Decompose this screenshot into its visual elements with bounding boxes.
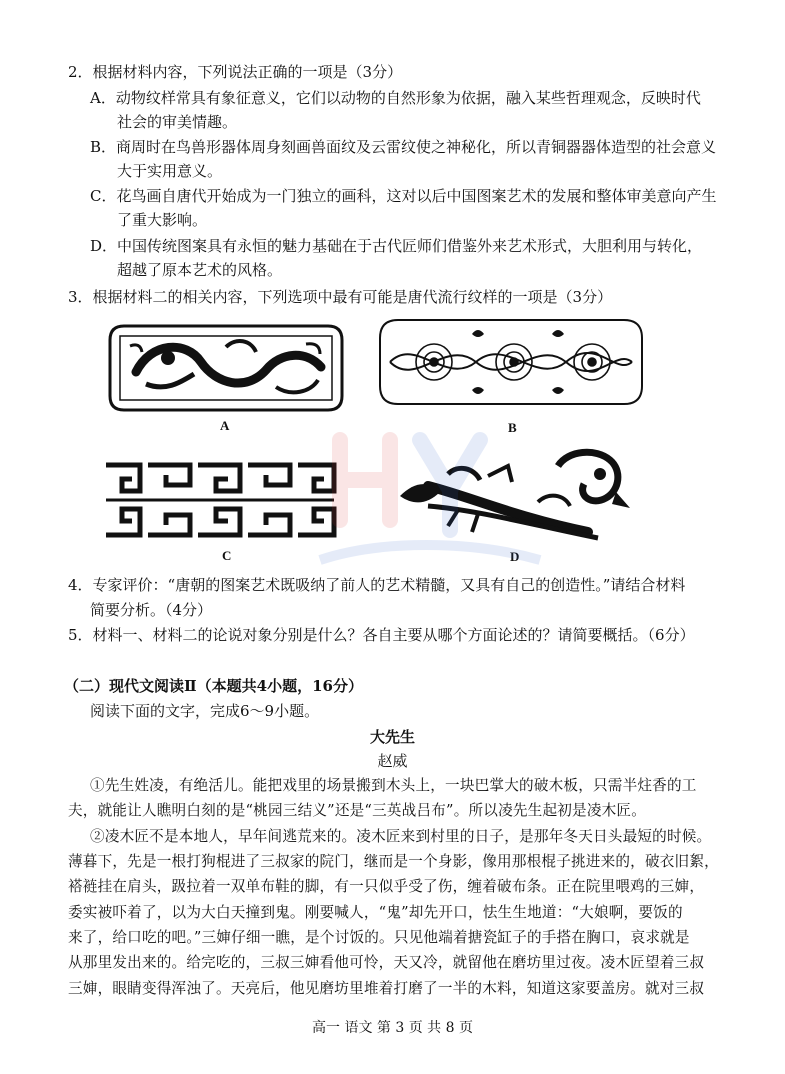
- paragraph-2-line3: 褡裢挂在肩头，趿拉着一双单布鞋的脚，有一只似乎受了伤，缠着破布条。正在院里喂鸡的三婶，: [68, 878, 705, 895]
- pattern-image-b: [376, 316, 646, 412]
- q5-line1: 5．材料一、材料二的论说对象分别是什么？各自主要从哪个方面论述的？请简要概括。（6分）: [68, 626, 695, 644]
- page-footer: 高一 语文 第 3 页 共 8 页: [312, 1020, 473, 1036]
- pattern-image-d: [388, 446, 632, 550]
- paragraph-2-line2: 薄暮下，先是一根打狗棍进了三叔家的院门，继而是一个身影，像用那根棍子挑进来的，破衣旧絮，: [68, 853, 719, 870]
- q2-option-d-line2: 超越了原本艺术的风格。: [117, 261, 283, 279]
- paragraph-2-line1: ②凌木匠不是本地人，早年间逃荒来的。凌木匠来到村里的日子，是那年冬天日头最短的时候。: [90, 828, 712, 845]
- article-author: 赵威: [377, 752, 408, 770]
- q2-option-c-line1: C．花鸟画自唐代开始成为一门独立的画科，这对以后中国图案艺术的发展和整体审美意向产生: [90, 187, 717, 205]
- pattern-label-c: C: [222, 548, 232, 563]
- q4-line1: 4．专家评价：“唐朝的图案艺术既吸纳了前人的艺术精髓，又具有自己的创造性。”请结合材料: [68, 576, 686, 594]
- q2-option-c-line2: 了重大影响。: [117, 211, 208, 229]
- section-heading: （二）现代文阅读Ⅱ（本题共4小题，16分）: [64, 677, 363, 695]
- q2-option-b-line2: 大于实用意义。: [117, 162, 223, 180]
- pattern-label-b: B: [508, 420, 517, 435]
- paragraph-2-line6: 从那里发出来的。给完吃的，三叔三婶看他可怜，天又冷，就留他在磨坊里过夜。凌木匠望着三叔: [68, 954, 705, 971]
- pattern-image-a: [106, 322, 346, 418]
- paragraph-1-line2: 夫，就能让人瞧明白刻的是“桃园三结义”还是“三英战吕布”。所以凌先生起初是凌木匠。: [68, 802, 647, 819]
- q2-option-a-line2: 社会的审美情趣。: [117, 113, 238, 131]
- article-title: 大先生: [369, 728, 415, 746]
- pattern-image-c: [100, 455, 340, 549]
- pattern-label-d: D: [510, 549, 520, 564]
- paragraph-2-line4: 委实被吓着了，以为大白天撞到鬼。刚要喊人，“鬼”却先开口，怯生生地道：“大娘啊，要饭的: [68, 904, 683, 921]
- q2-option-a-line1: A．动物纹样常具有象征意义，它们以动物的自然形象为依据，融入某些哲理观念，反映时代: [90, 89, 701, 107]
- q3-stem: 3．根据材料二的相关内容，下列选项中最有可能是唐代流行纹样的一项是（3分）: [68, 288, 613, 306]
- q2-stem: 2．根据材料内容，下列说法正确的一项是（3分）: [68, 63, 403, 81]
- paragraph-2-line7: 三婶，眼睛变得浑浊了。天亮后，他见磨坊里堆着打磨了一半的木料，知道这家要盖房。就对三叔: [68, 980, 705, 997]
- q4-line2: 简要分析。（4分）: [90, 601, 213, 619]
- pattern-label-a: A: [220, 418, 230, 433]
- paragraph-1-line1: ①先生姓凌，有绝活儿。能把戏里的场景搬到木头上，一块巴掌大的破木板，只需半炷香的工: [90, 777, 697, 794]
- section-instruction: 阅读下面的文字，完成6～9小题。: [90, 702, 320, 720]
- paragraph-2-line5: 来了，给口吃的吧。”三婶仔细一瞧，是个讨饭的。只见他端着搪瓷缸子的手搭在胸口，哀求就是: [68, 929, 690, 946]
- q2-option-d-line1: D．中国传统图案具有永恒的魅力基础在于古代匠师们借鉴外来艺术形式，大胆利用与转化，: [90, 237, 703, 255]
- q2-option-b-line1: B．商周时在鸟兽形器体周身刻画兽面纹及云雷纹使之神秘化，所以青铜器器体造型的社会意义: [90, 138, 717, 156]
